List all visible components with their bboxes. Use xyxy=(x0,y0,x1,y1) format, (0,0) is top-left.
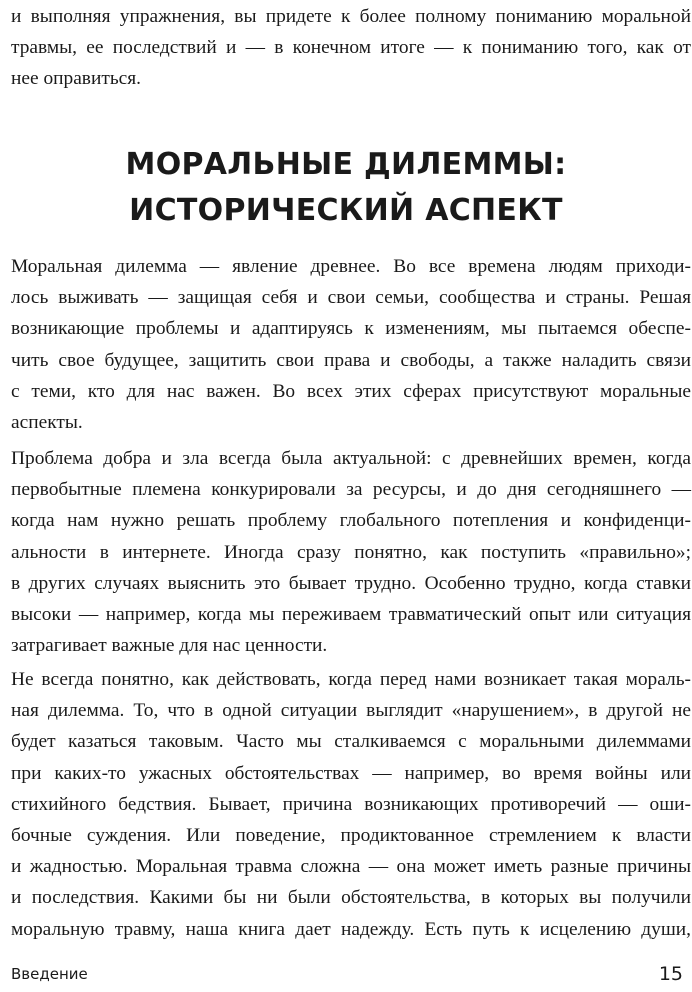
text-line: и выполняя упражнения, вы придете к более полному пониманию моральной xyxy=(11,6,691,27)
paragraph-2 xyxy=(11,443,691,661)
text-line: травмы, ее последствий и — в конечном итоге — к пониманию того, как от xyxy=(11,37,691,59)
paragraph-1 xyxy=(11,251,691,438)
text-line: бочные суждения. Или поведение, продиктованное стремлением к власти xyxy=(11,825,691,847)
text-line: в других случаях выяснить это бывает трудно. Особенно трудно, когда ставки xyxy=(11,572,691,594)
text-line: лось выживать — защищая себя и свои семьи, сообщества и страны. Решая xyxy=(11,287,691,309)
paragraph-3 xyxy=(11,664,691,945)
text-line: когда нам нужно решать проблему глобального потепления и конфиденци- xyxy=(11,510,691,532)
text-line: первобытные племена конкурировали за ресурсы, и до дня сегодняшнего — xyxy=(11,479,691,501)
text-line: и жадностью. Моральная травма сложна — она может иметь разные причины xyxy=(11,856,691,878)
text-line: возникающие проблемы и адаптируясь к изменениям, мы пытаемся обеспе- xyxy=(11,318,691,340)
intro-paragraph xyxy=(11,1,691,95)
text-line: Проблема добра и зла всегда была актуальной: с древнейших времен, когда xyxy=(11,448,691,469)
text-line: будет казаться таковым. Часто мы сталкиваемся с моральными дилеммами xyxy=(11,731,691,753)
text-line: моральную травму, наша книга дает надежду. Есть путь к исцелению души, xyxy=(11,918,691,940)
text-line: высоки — например, когда мы переживаем травматический опыт или ситуация xyxy=(11,604,691,626)
text-line: и последствия. Какими бы ни были обстоятельства, в которых вы получили xyxy=(11,887,691,909)
text-line: аспекты. xyxy=(11,412,83,434)
running-footer-section: Введение xyxy=(11,965,88,983)
text-line: при каких-то ужасных обстоятельствах — например, во время войны или xyxy=(11,762,691,784)
text-line: затрагивает важные для нас ценности. xyxy=(11,635,328,657)
section-heading-line: МОРАЛЬНЫЕ ДИЛЕММЫ: xyxy=(125,147,567,182)
text-line: Моральная дилемма — явление древнее. Во все времена людям приходи- xyxy=(11,256,691,277)
text-line: альности в интернете. Иногда сразу понятно, как поступить «правильно»; xyxy=(11,541,691,563)
section-heading-line: ИСТОРИЧЕСКИЙ АСПЕКТ xyxy=(129,193,563,228)
text-line: стихийного бедствия. Бывает, причина возникающих противоречий — оши- xyxy=(11,793,691,815)
text-line: нее оправиться. xyxy=(11,68,142,90)
text-line: с теми, кто для нас важен. Во всех этих сферах присутствуют моральные xyxy=(11,380,691,402)
page-number: 15 xyxy=(658,963,683,985)
text-line: ная дилемма. То, что в одной ситуации выглядит «нарушением», в другой не xyxy=(11,700,691,722)
text-line: Не всегда понятно, как действовать, когда перед нами возникает такая мораль- xyxy=(11,669,691,690)
section-heading xyxy=(0,142,692,234)
text-line: чить свое будущее, защитить свои права и свободы, а также наладить связи xyxy=(11,349,691,371)
